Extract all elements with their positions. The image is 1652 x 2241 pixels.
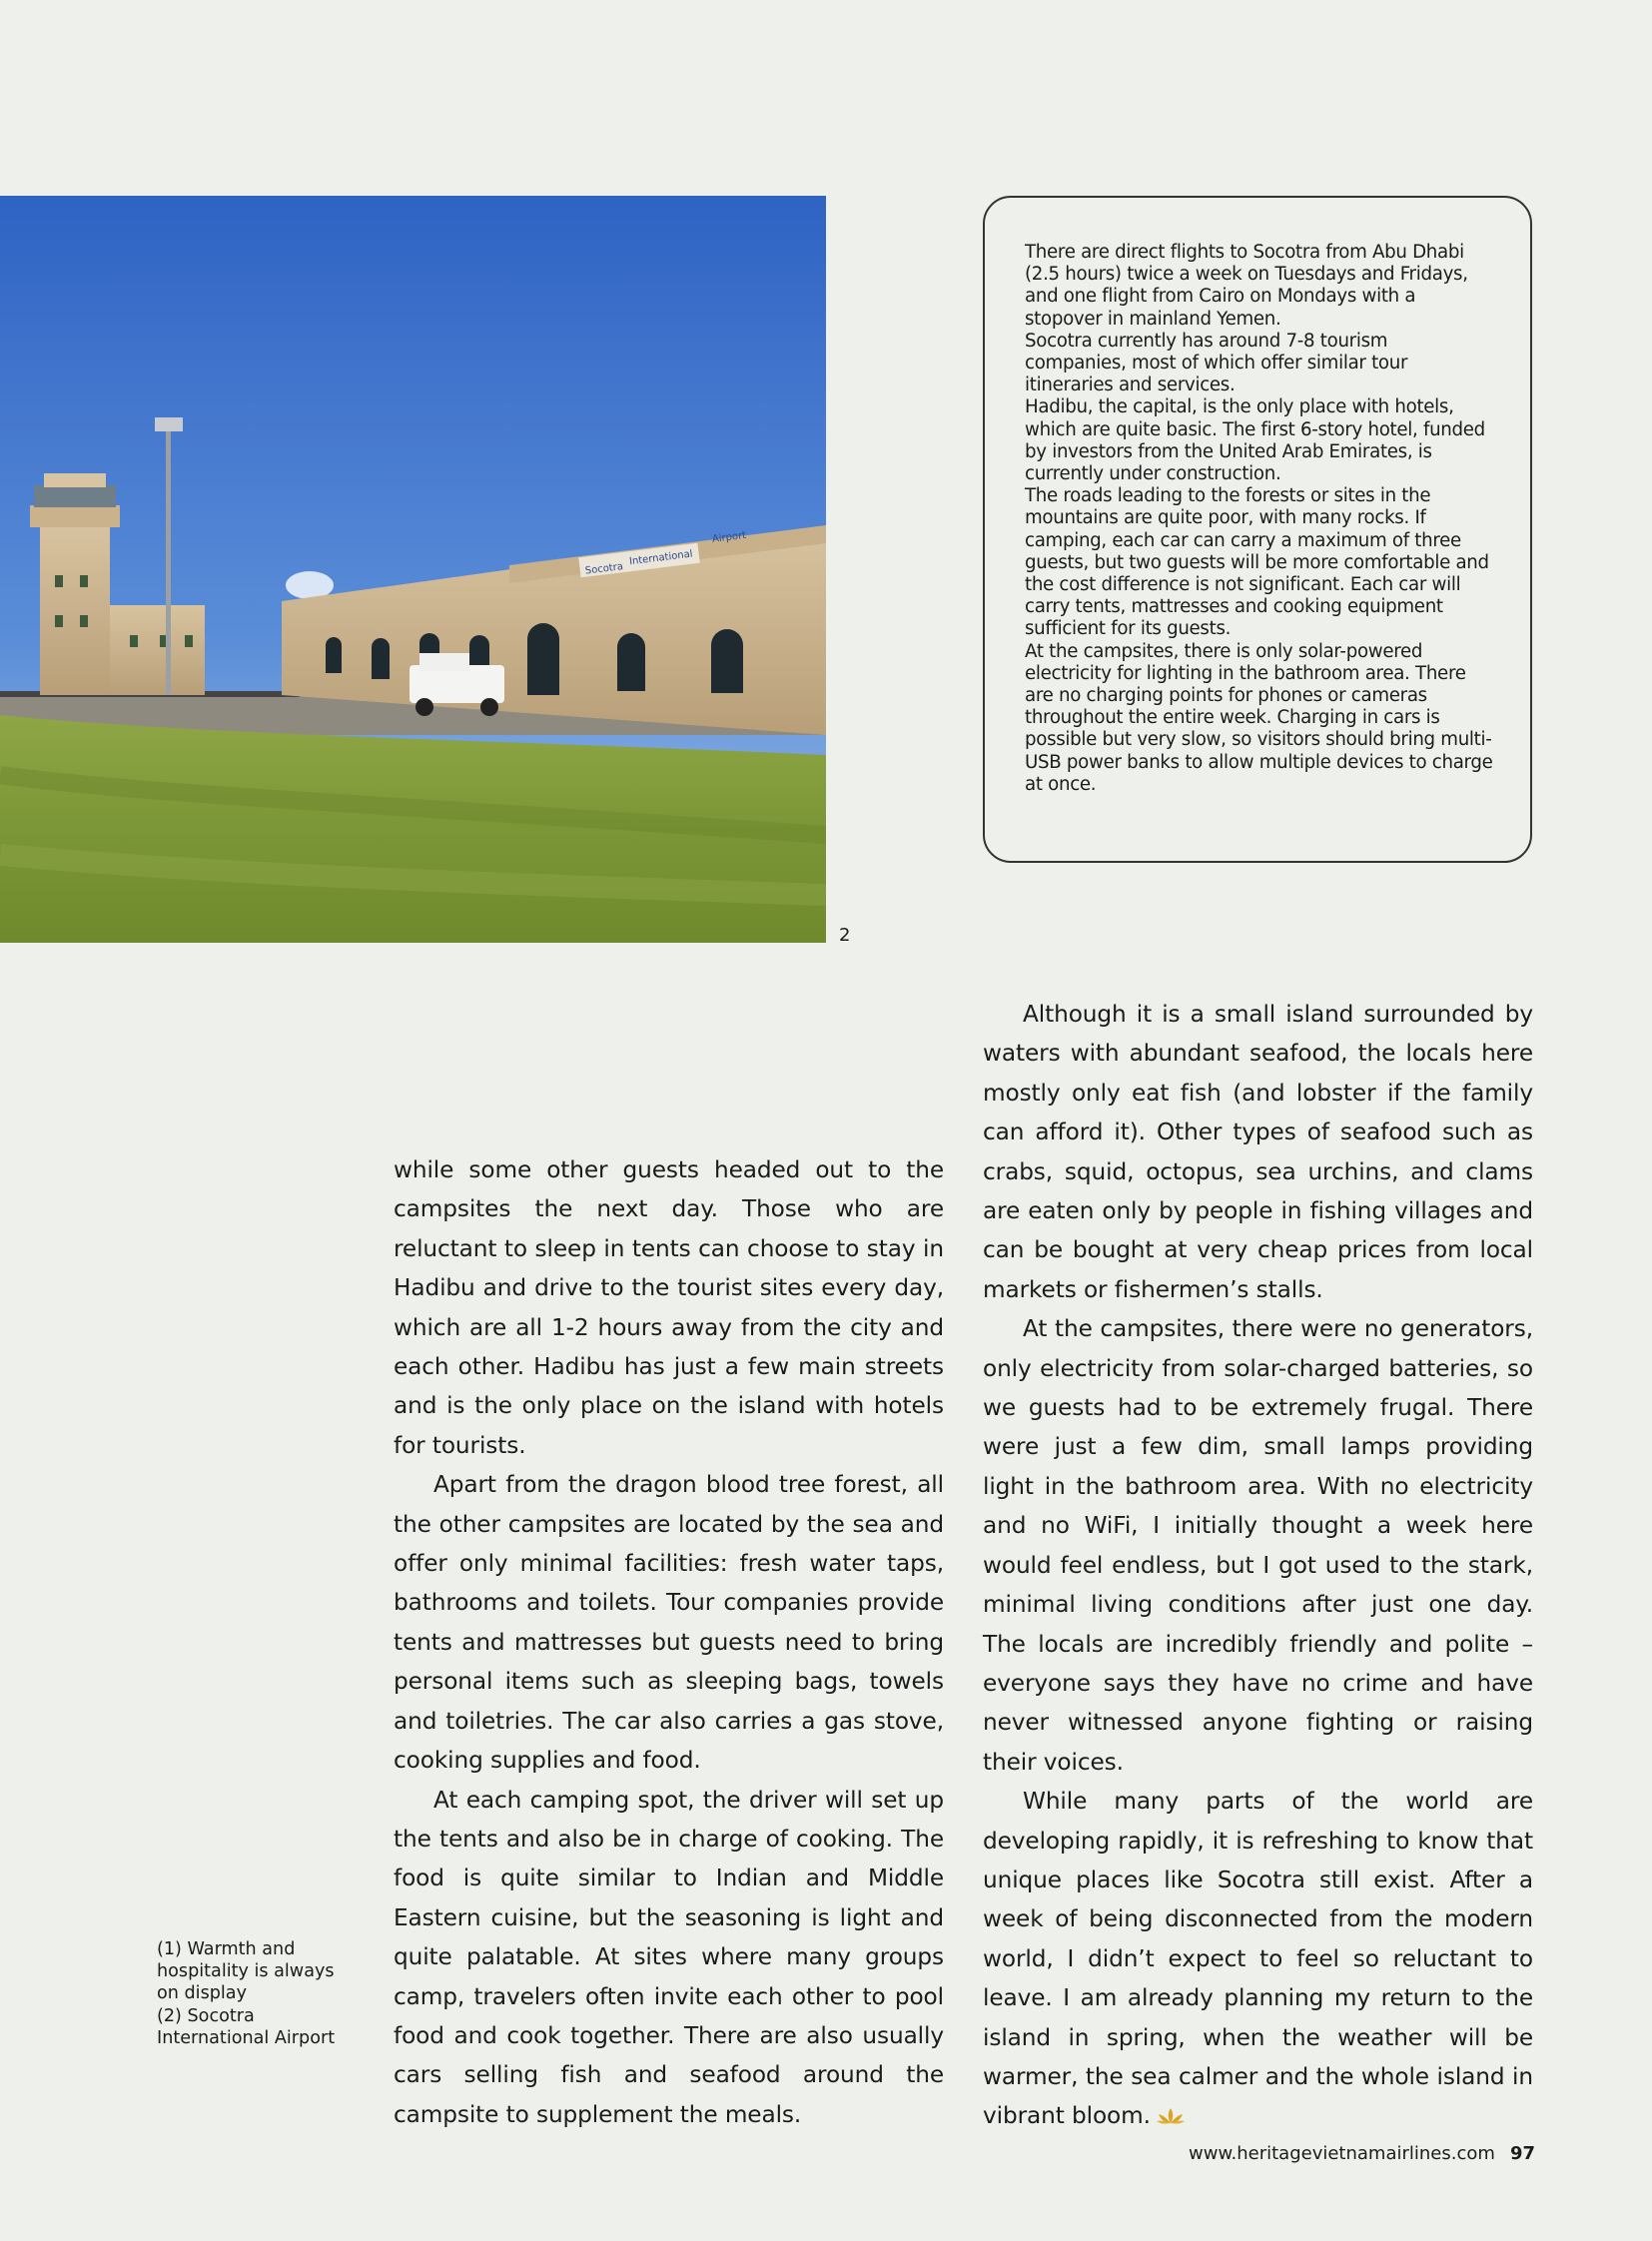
page-number: 97 — [1510, 2143, 1536, 2164]
airport-photo — [0, 196, 826, 943]
info-paragraph: Hadibu, the capital, is the only place with hotels, which are quite basic. The first 6-story hotel, funded by investors from the United Arab Emirates, is currently under construction. — [1025, 396, 1485, 485]
body-paragraph-last — [983, 1782, 1533, 2136]
body-paragraph: At the campsites, there were no generators, only electricity from solar-charged batteries, so we guests had to be extremely frugal. There were just a few dim, small lamps providing light in the bathroom area. With no electricity and no WiFi, I initially thought a week here would feel endless, but I got used to the stark, minimal living conditions after just one day. The locals are incredibly friendly and polite – everyone says they have no crime and have never witnessed anyone fighting or raising their voices. — [983, 1315, 1533, 1776]
info-box — [983, 196, 1532, 863]
body-column-left — [394, 1150, 944, 2134]
info-paragraph: There are direct flights to Socotra from Abu Dhabi (2.5 hours) twice a week on Tuesdays and Fridays, and one flight from Cairo on Mondays with a stopover in mainland Yemen. — [1025, 242, 1468, 330]
photo-number: 2 — [839, 925, 851, 946]
photo-caption — [157, 1938, 357, 2049]
sign-word-3: Airport — [711, 529, 747, 545]
sign-word-2: International — [628, 548, 694, 568]
sign-word-1: Socotra — [584, 561, 624, 577]
body-paragraph: At each camping spot, the driver will set up the tents and also be in charge of cooking. The food is quite similar to Indian and Middle Eastern cuisine, but the seasoning is light and quite palatable. At sites where many groups camp, travelers often invite each other to pool food and cook together. There are also usually cars selling fish and seafood around the campsite to supplement the meals. — [394, 1786, 944, 2128]
caption-line: (2) Socotra International Airport — [157, 2005, 336, 2048]
body-paragraph-text: While many parts of the world are developing rapidly, it is refreshing to know that unique places like Socotra still exist. After a week of being disconnected from the modern world, I didn’t expect to feel so reluctant to leave. I am already planning my return to the island in spring, when the weather will be warmer, the sea calmer and the whole island in vibrant bloom. — [983, 1788, 1533, 2130]
body-column-right — [983, 995, 1533, 2136]
info-paragraph: Socotra currently has around 7-8 tourism companies, most of which offer similar tour itineraries and services. — [1025, 330, 1408, 396]
footer-url: www.heritagevietnamairlines.com — [1189, 2143, 1495, 2164]
lotus-end-icon — [1157, 2107, 1185, 2125]
info-paragraph: The roads leading to the forests or sites in the mountains are quite poor, with many rocks. If camping, each car can carry a maximum of three guests, but two guests will be more comfortable and the cost difference is not significant. Each car will carry tents, mattresses and cooking equipment sufficient for its guests. — [1025, 485, 1489, 640]
body-paragraph: while some other guests headed out to the campsites the next day. Those who are reluctant to sleep in tents can choose to stay in Hadibu and drive to the tourist sites every day, which are all 1-2 hours away from the city and each other. Hadibu has just a few main streets and is the only place on the island with hotels for tourists. — [394, 1156, 944, 1459]
body-paragraph: Although it is a small island surrounded by waters with abundant seafood, the locals here mostly only eat fish (and lobster if the family can afford it). Other types of seafood such as crabs, squid, octopus, sea urchins, and clams are eaten only by people in fishing villages and can be bought at very cheap prices from local markets or fishermen’s stalls. — [983, 1001, 1533, 1303]
body-paragraph: Apart from the dragon blood tree forest, all the other campsites are located by the sea and offer only minimal facilities: fresh water taps, bathrooms and toilets. Tour companies provide tents and mattresses but guests need to bring personal items such as sleeping bags, towels and toiletries. The car also carries a gas stove, cooking supplies and food. — [394, 1471, 944, 1775]
airport-illustration — [0, 196, 826, 943]
caption-line: (1) Warmth and hospitality is always on display — [157, 1939, 335, 2004]
info-paragraph: At the campsites, there is only solar-powered electricity for lighting in the bathroom area. There are no charging points for phones or cameras throughout the entire week. Charging in cars is possible but very slow, so visitors should bring multi-USB power banks to allow multiple devices to charge at once. — [1025, 640, 1493, 795]
